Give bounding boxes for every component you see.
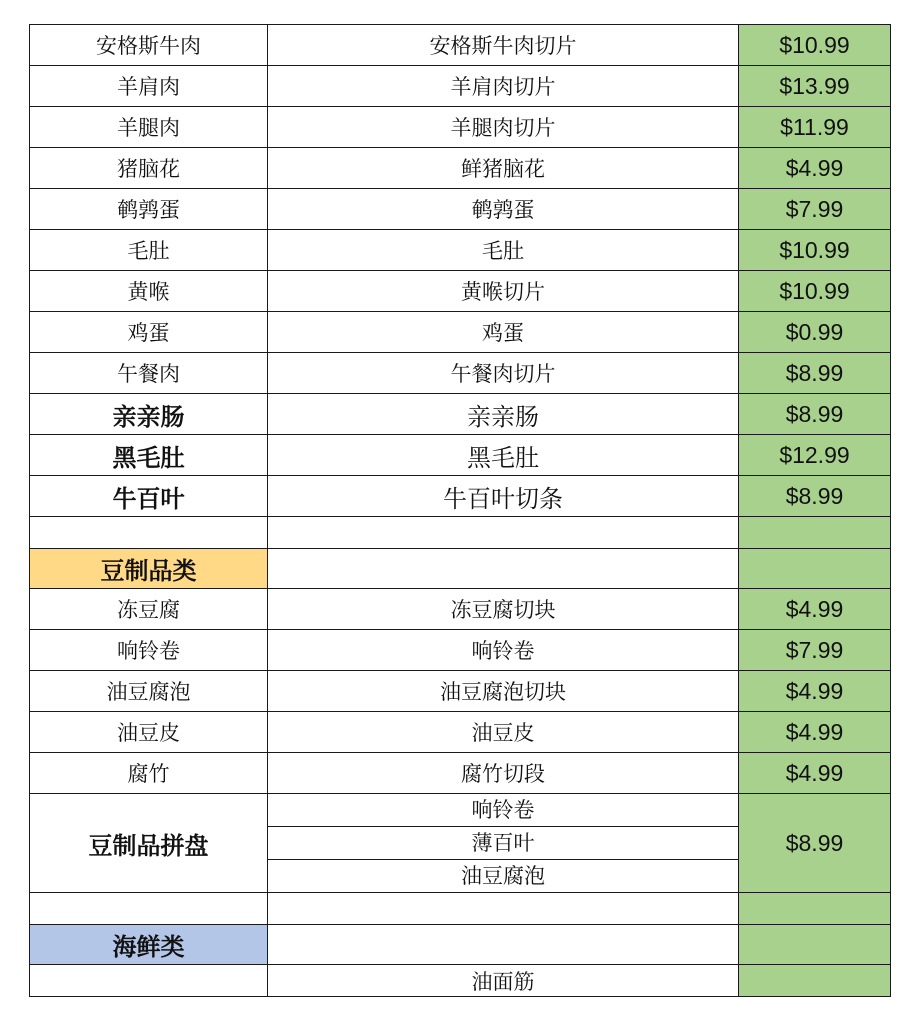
item-name-cell[interactable]: 牛百叶	[30, 476, 268, 517]
item-desc-cell[interactable]: 黑毛肚	[268, 435, 739, 476]
table-row	[30, 589, 891, 630]
item-desc-cell[interactable]: 冻豆腐切块	[268, 589, 739, 630]
table-row	[30, 148, 891, 189]
platter-item: 油豆腐泡	[461, 864, 545, 888]
empty-cell[interactable]	[739, 517, 891, 549]
empty-cell[interactable]	[268, 925, 739, 965]
empty-cell[interactable]	[739, 549, 891, 589]
item-desc-cell[interactable]: 午餐肉切片	[268, 353, 739, 394]
item-name-cell[interactable]: 羊腿肉	[30, 107, 268, 148]
item-price-cell[interactable]: $10.99	[739, 230, 891, 271]
item-desc-cell[interactable]: 毛肚	[268, 230, 739, 271]
table-row	[30, 712, 891, 753]
item-desc-cell[interactable]: 安格斯牛肉切片	[268, 25, 739, 66]
item-price-cell[interactable]: $13.99	[739, 66, 891, 107]
empty-cell[interactable]	[30, 893, 268, 925]
item-name-cell[interactable]: 响铃卷	[30, 630, 268, 671]
item-name-cell[interactable]: 黑毛肚	[30, 435, 268, 476]
item-name-cell[interactable]: 午餐肉	[30, 353, 268, 394]
item-desc-cell[interactable]: 响铃卷	[268, 630, 739, 671]
item-desc-cell[interactable]: 羊腿肉切片	[268, 107, 739, 148]
item-price-cell[interactable]: $0.99	[739, 312, 891, 353]
item-desc-cell[interactable]: 腐竹切段	[268, 753, 739, 794]
item-price-cell[interactable]: $4.99	[739, 753, 891, 794]
empty-cell[interactable]	[739, 925, 891, 965]
table-row	[30, 435, 891, 476]
category-row	[30, 549, 891, 589]
table-row	[30, 965, 891, 997]
item-name-cell[interactable]: 油豆皮	[30, 712, 268, 753]
table-row	[30, 25, 891, 66]
platter-items-cell[interactable]	[268, 794, 739, 893]
table-row	[30, 107, 891, 148]
item-price-cell[interactable]: $4.99	[739, 148, 891, 189]
item-name-cell[interactable]: 冻豆腐	[30, 589, 268, 630]
item-price-cell[interactable]: $8.99	[739, 476, 891, 517]
empty-cell[interactable]	[268, 517, 739, 549]
empty-row	[30, 893, 891, 925]
item-name-cell[interactable]: 安格斯牛肉	[30, 25, 268, 66]
item-name-cell[interactable]	[30, 965, 268, 997]
menu-table	[29, 24, 891, 997]
item-price-cell[interactable]: $4.99	[739, 712, 891, 753]
item-price-cell[interactable]: $4.99	[739, 671, 891, 712]
item-price-cell[interactable]: $10.99	[739, 271, 891, 312]
table-row	[30, 394, 891, 435]
item-price-cell[interactable]	[739, 965, 891, 997]
table-row	[30, 753, 891, 794]
table-row	[30, 671, 891, 712]
empty-cell[interactable]	[268, 893, 739, 925]
item-name-cell[interactable]: 油豆腐泡	[30, 671, 268, 712]
item-desc-cell[interactable]: 油豆腐泡切块	[268, 671, 739, 712]
table-row	[30, 230, 891, 271]
item-name-cell[interactable]: 亲亲肠	[30, 394, 268, 435]
platter-item: 薄百叶	[268, 827, 738, 860]
item-desc-cell[interactable]: 油豆皮	[268, 712, 739, 753]
item-name-cell[interactable]: 羊肩肉	[30, 66, 268, 107]
item-name-cell[interactable]: 鹌鹑蛋	[30, 189, 268, 230]
table-row	[30, 353, 891, 394]
platter-row	[30, 794, 891, 893]
item-name-cell[interactable]: 鸡蛋	[30, 312, 268, 353]
item-price-cell[interactable]: $7.99	[739, 630, 891, 671]
item-price-cell[interactable]: $10.99	[739, 25, 891, 66]
item-price-cell[interactable]: $4.99	[739, 589, 891, 630]
item-name-cell[interactable]: 腐竹	[30, 753, 268, 794]
item-desc-cell[interactable]: 鹌鹑蛋	[268, 189, 739, 230]
table-row	[30, 271, 891, 312]
empty-cell[interactable]	[268, 549, 739, 589]
item-name-cell[interactable]: 黄喉	[30, 271, 268, 312]
item-desc-cell[interactable]: 鲜猪脑花	[268, 148, 739, 189]
table-row	[30, 66, 891, 107]
category-row	[30, 925, 891, 965]
empty-cell[interactable]	[30, 517, 268, 549]
item-name-cell[interactable]: 猪脑花	[30, 148, 268, 189]
item-name-cell[interactable]: 毛肚	[30, 230, 268, 271]
item-desc-cell[interactable]: 羊肩肉切片	[268, 66, 739, 107]
item-desc-cell[interactable]: 牛百叶切条	[268, 476, 739, 517]
item-price-cell[interactable]: $8.99	[739, 394, 891, 435]
platter-price-cell[interactable]: $8.99	[739, 794, 891, 893]
item-desc-cell[interactable]: 油面筋	[268, 965, 739, 997]
category-header-tofu[interactable]: 豆制品类	[30, 549, 268, 589]
empty-cell[interactable]	[739, 893, 891, 925]
table-row	[30, 189, 891, 230]
table-row	[30, 476, 891, 517]
item-price-cell[interactable]: $11.99	[739, 107, 891, 148]
table-row	[30, 312, 891, 353]
item-price-cell[interactable]: $8.99	[739, 353, 891, 394]
category-header-seafood[interactable]: 海鲜类	[30, 925, 268, 965]
item-desc-cell[interactable]: 鸡蛋	[268, 312, 739, 353]
item-desc-cell[interactable]: 黄喉切片	[268, 271, 739, 312]
empty-row	[30, 517, 891, 549]
table-row	[30, 630, 891, 671]
platter-name-cell[interactable]: 豆制品拼盘	[30, 794, 268, 893]
item-desc-cell[interactable]: 亲亲肠	[268, 394, 739, 435]
item-price-cell[interactable]: $7.99	[739, 189, 891, 230]
item-price-cell[interactable]: $12.99	[739, 435, 891, 476]
platter-item: 响铃卷	[268, 794, 738, 827]
